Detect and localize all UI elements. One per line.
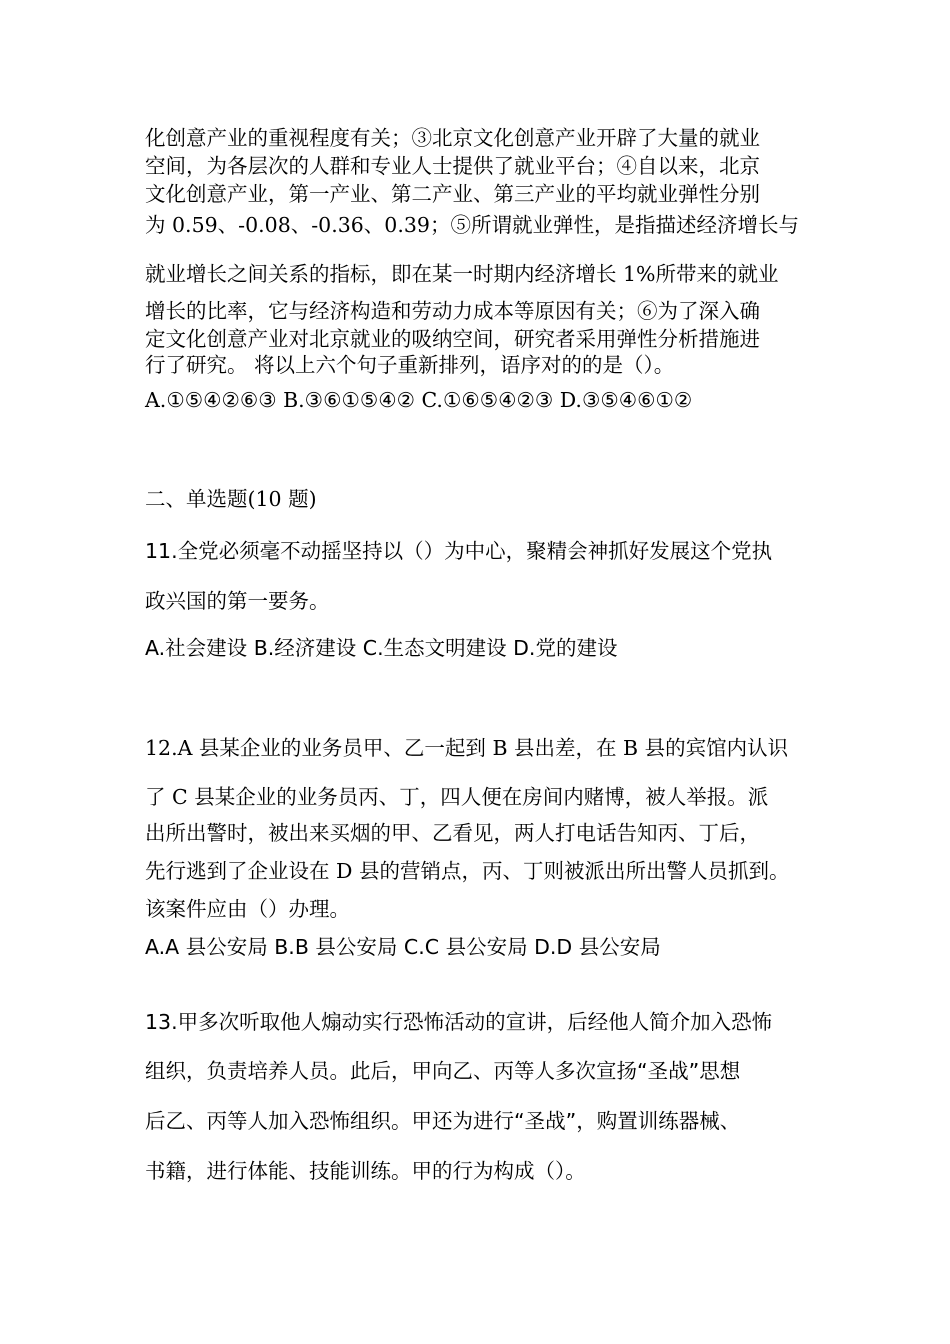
question-13-line: 组织，负责培养人员。此后，甲向乙、丙等人多次宣扬“圣战”思想 (145, 1059, 741, 1083)
question-12-options: A.A 县公安局 B.B 县公安局 C.C 县公安局 D.D 县公安局 (145, 935, 661, 959)
question-10-line: 文化创意产业，第一产业、第二产业、第三产业的平均就业弹性分别 (145, 182, 760, 206)
question-10-line: 增长的比率，它与经济构造和劳动力成本等原因有关；⑥为了深入确 (145, 299, 760, 323)
question-12-line: 该案件应由（）办理。 (145, 897, 350, 921)
question-11-line: 11.全党必须毫不动摇坚持以（）为中心，聚精会神抓好发展这个党执 (145, 539, 773, 563)
question-10-options: A.①⑤④②⑥③ B.③⑥①⑤④② C.①⑥⑤④②③ D.③⑤④⑥①② (145, 388, 693, 412)
question-12-line: 了 C 县某企业的业务员丙、丁，四人便在房间内赌博，被人举报。派 (145, 785, 769, 809)
question-10-line: 行了研究。 将以上六个句子重新排列，语序对的的是（）。 (145, 353, 675, 377)
question-13-line: 后乙、丙等人加入恐怖组织。甲还为进行“圣战”，购置训练器械、 (145, 1109, 741, 1133)
section-heading: 二、单选题(10 题) (145, 487, 317, 511)
question-12-line: 先行逃到了企业设在 D 县的营销点，丙、丁则被派出所出警人员抓到。 (145, 859, 790, 883)
question-12-line: 出所出警时，被出来买烟的甲、乙看见，两人打电话告知丙、丁后， (145, 821, 760, 845)
question-10-line: 就业增长之间关系的指标，即在某一时期内经济增长 1%所带来的就业 (145, 262, 779, 286)
question-11-line: 政兴国的第一要务。 (145, 589, 330, 613)
question-12-line: 12.A 县某企业的业务员甲、乙一起到 B 县出差，在 B 县的宾馆内认识 (145, 736, 789, 760)
question-11-options: A.社会建设 B.经济建设 C.生态文明建设 D.党的建设 (145, 636, 618, 660)
question-10-line: 为 0.59、-0.08、-0.36、0.39；⑤所谓就业弹性，是指描述经济增长与 (145, 213, 799, 237)
question-13-line: 书籍，进行体能、技能训练。甲的行为构成（）。 (145, 1159, 586, 1183)
question-10-line: 定文化创意产业对北京就业的吸纳空间，研究者采用弹性分析措施进 (145, 327, 760, 351)
question-10-line: 空间，为各层次的人群和专业人士提供了就业平台；④自以来，北京 (145, 154, 760, 178)
question-10-line: 化创意产业的重视程度有关；③北京文化创意产业开辟了大量的就业 (145, 126, 760, 150)
question-13-line: 13.甲多次听取他人煽动实行恐怖活动的宣讲，后经他人简介加入恐怖 (145, 1010, 773, 1034)
